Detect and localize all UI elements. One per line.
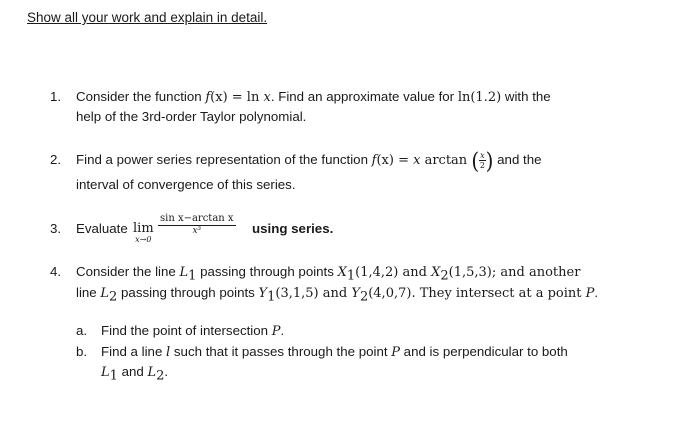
- question-2-line-2: interval of convergence of this series.: [76, 177, 296, 192]
- question-number: 2.: [50, 152, 62, 167]
- question-number: 3.: [50, 221, 62, 236]
- question-1-line-1: Consider the function f(x) = ln x. Find an approximate value for ln(1.2) with the: [76, 89, 551, 105]
- subquestion-b-number: b.: [76, 344, 88, 359]
- limit-fraction: sin x−arctan x x³: [160, 213, 234, 236]
- subquestion-a-number: a.: [76, 323, 88, 338]
- question-1-line-2: help of the 3rd-order Taylor polynomial.: [76, 109, 307, 124]
- question-3-prefix: Evaluate: [76, 221, 128, 236]
- question-4-line-2: line $L_2$ passing through points $Y_1(3,1,5)$ and $Y_2(4,0,7)$. They intersect at a point P.: [76, 285, 599, 305]
- subquestion-b-line-2: $L_1$ and $L_2$.: [101, 364, 169, 384]
- question-4-line-1: Consider the line $L_1$ passing through points $X_1(1,4,2)$ and $X_2(1,5,3)$; and another: [76, 264, 581, 284]
- subquestion-b-line-1: Find a line l such that it passes through the point P and is perpendicular to both: [101, 344, 568, 360]
- question-2-line-1: Find a power series representation of the function f(x) = x arctan ( $\frac{x}{2}$ ) and the: [76, 147, 542, 174]
- question-3-suffix: using series.: [252, 221, 334, 236]
- question-number: 4.: [50, 264, 62, 279]
- question-number: 1.: [50, 89, 62, 104]
- subquestion-a: Find the point of intersection P.: [101, 323, 285, 339]
- limit-operator: lim x→0: [133, 221, 154, 244]
- instructions-header: Show all your work and explain in detail.: [27, 10, 268, 25]
- fraction: $\frac{x}{2}$: [479, 151, 485, 170]
